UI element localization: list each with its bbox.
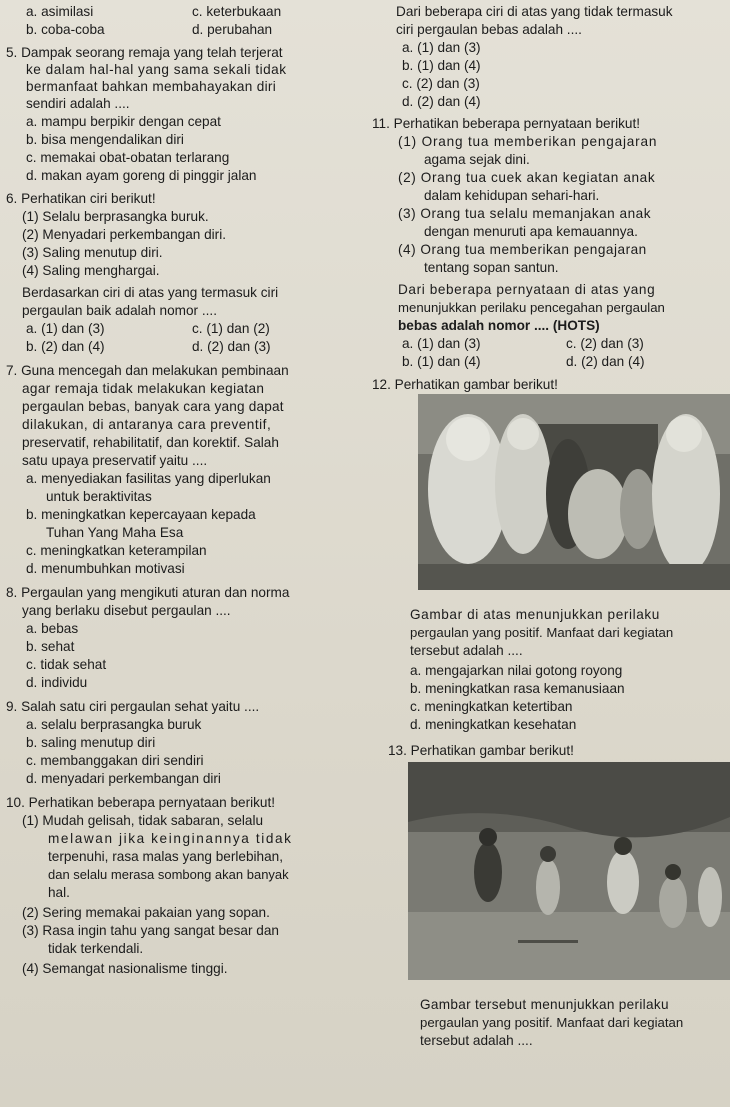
q6-question: pergaulan baik adalah nomor .... [22,303,217,318]
q12-caption: tersebut adalah .... [410,643,523,658]
q11-item: (1) Orang tua memberikan pengajaran [398,134,658,149]
q10-option-a: a. (1) dan (3) [402,40,481,55]
q8-stem: 8. Pergaulan yang mengikuti aturan dan norma [6,585,290,600]
q12-option-b: b. meningkatkan rasa kemanusiaan [410,681,625,696]
q11-option-c: c. (2) dan (3) [566,336,644,351]
q6-item: (3) Saling menutup diri. [22,245,163,260]
q11-question: menunjukkan perilaku pencegahan pergaulan [398,300,665,315]
q5-stem: bermanfaat bahkan membahayakan diri [26,79,277,94]
q11-question: bebas adalah nomor .... (HOTS) [398,318,600,333]
q10-item: (1) Mudah gelisah, tidak sabaran, selalu [22,813,264,828]
q8-option-a: a. bebas [26,621,79,636]
q9-option-c: c. membanggakan diri sendiri [26,753,204,768]
q12-photo [418,394,730,590]
q5-stem: ke dalam hal-hal yang sama sekali tidak [26,62,287,77]
q11-item: (2) Orang tua cuek akan kegiatan anak [398,170,656,185]
q10-option-b: b. (1) dan (4) [402,58,481,73]
q4-option-d: d. perubahan [192,22,273,37]
q9-option-d: d. menyadari perkembangan diri [26,771,221,786]
q7-option-a-cont: untuk beraktivitas [46,489,152,504]
q11-item-cont: dalam kehidupan sehari-hari. [424,188,600,203]
q10-item: (3) Rasa ingin tahu yang sangat besar dan [22,923,279,938]
q6-option-c: c. (1) dan (2) [192,321,270,336]
q7-stem: agar remaja tidak melakukan kegiatan [22,381,265,396]
q11-question: Dari beberapa pernyataan di atas yang [398,282,656,297]
q7-stem: preservatif, rehabilitatif, dan korektif. Salah [22,435,279,450]
q11-option-d: d. (2) dan (4) [566,354,645,369]
q12-stem: 12. Perhatikan gambar berikut! [372,377,558,392]
q7-stem: dilakukan, di antaranya cara preventif, [22,417,272,432]
q5-stem: sendiri adalah .... [26,96,130,111]
q8-option-c: c. tidak sehat [26,657,107,672]
q4-option-b: b. coba-coba [26,22,105,37]
q10-item-cont: tidak terkendali. [48,941,144,956]
q7-stem: satu upaya preservatif yaitu .... [22,453,208,468]
q11-option-b: b. (1) dan (4) [402,354,481,369]
q6-item: (2) Menyadari perkembangan diri. [22,227,227,242]
q5-option-c: c. memakai obat-obatan terlarang [26,150,230,165]
q7-stem: pergaulan bebas, banyak cara yang dapat [22,399,284,414]
q13-caption: pergaulan yang positif. Manfaat dari kegiatan [420,1015,684,1030]
q7-option-c: c. meningkatkan keterampilan [26,543,207,558]
q10-stem: 10. Perhatikan beberapa pernyataan berikut! [6,795,276,810]
q12-option-a: a. mengajarkan nilai gotong royong [410,663,623,678]
q10-tail-stem: ciri pergaulan bebas adalah .... [396,22,582,37]
q8-option-b: b. sehat [26,639,75,654]
q7-stem: 7. Guna mencegah dan melakukan pembinaan [6,363,289,378]
q8-option-d: d. individu [26,675,88,690]
q6-option-b: b. (2) dan (4) [26,339,105,354]
q10-item: (2) Sering memakai pakaian yang sopan. [22,905,270,920]
q10-item-cont: hal. [48,885,70,900]
q7-option-b-cont: Tuhan Yang Maha Esa [46,525,184,540]
q13-caption: tersebut adalah .... [420,1033,533,1048]
q11-item-cont: agama sejak dini. [424,152,530,167]
q5-option-b: b. bisa mengendalikan diri [26,132,184,147]
q12-option-d: d. meningkatkan kesehatan [410,717,577,732]
q6-item: (1) Selalu berprasangka buruk. [22,209,209,224]
q7-option-d: d. menumbuhkan motivasi [26,561,185,576]
q11-item: (4) Orang tua memberikan pengajaran [398,242,647,257]
q10-option-c: c. (2) dan (3) [402,76,480,91]
q4-option-a: a. asimilasi [26,4,94,19]
q6-question: Berdasarkan ciri di atas yang termasuk ciri [22,285,279,300]
q12-caption: Gambar di atas menunjukkan perilaku [410,607,660,622]
q13-photo [408,762,730,980]
q8-stem: yang berlaku disebut pergaulan .... [22,603,231,618]
q11-item: (3) Orang tua selalu memanjakan anak [398,206,651,221]
q9-option-a: a. selalu berprasangka buruk [26,717,202,732]
q7-option-b: b. meningkatkan kepercayaan kepada [26,507,256,522]
q5-option-a: a. mampu berpikir dengan cepat [26,114,221,129]
q13-caption: Gambar tersebut menunjukkan perilaku [420,997,669,1012]
q12-caption: pergaulan yang positif. Manfaat dari kegiatan [410,625,674,640]
q11-option-a: a. (1) dan (3) [402,336,481,351]
q7-option-a: a. menyediakan fasilitas yang diperlukan [26,471,271,486]
q11-item-cont: tentang sopan santun. [424,260,559,275]
q6-stem: 6. Perhatikan ciri berikut! [6,191,156,206]
q10-item-cont: dan selalu merasa sombong akan banyak [48,867,289,882]
q9-option-b: b. saling menutup diri [26,735,156,750]
q13-stem: 13. Perhatikan gambar berikut! [388,743,574,758]
q10-option-d: d. (2) dan (4) [402,94,481,109]
q4-option-c: c. keterbukaan [192,4,282,19]
q10-item-cont: terpenuhi, rasa malas yang berlebihan, [48,849,284,864]
q10-item-cont: melawan jika keinginannya tidak [48,831,293,846]
q6-option-a: a. (1) dan (3) [26,321,105,336]
q10-item: (4) Semangat nasionalisme tinggi. [22,961,228,976]
q10-tail-stem: Dari beberapa ciri di atas yang tidak termasuk [396,4,673,19]
q5-stem: 5. Dampak seorang remaja yang telah terjerat [6,45,283,60]
q11-item-cont: dengan menuruti apa kemauannya. [424,224,638,239]
q11-stem: 11. Perhatikan beberapa pernyataan berikut! [372,116,641,131]
q6-item: (4) Saling menghargai. [22,263,160,278]
q5-option-d: d. makan ayam goreng di pinggir jalan [26,168,257,183]
q12-option-c: c. meningkatkan ketertiban [410,699,573,714]
q6-option-d: d. (2) dan (3) [192,339,271,354]
q9-stem: 9. Salah satu ciri pergaulan sehat yaitu .... [6,699,260,714]
